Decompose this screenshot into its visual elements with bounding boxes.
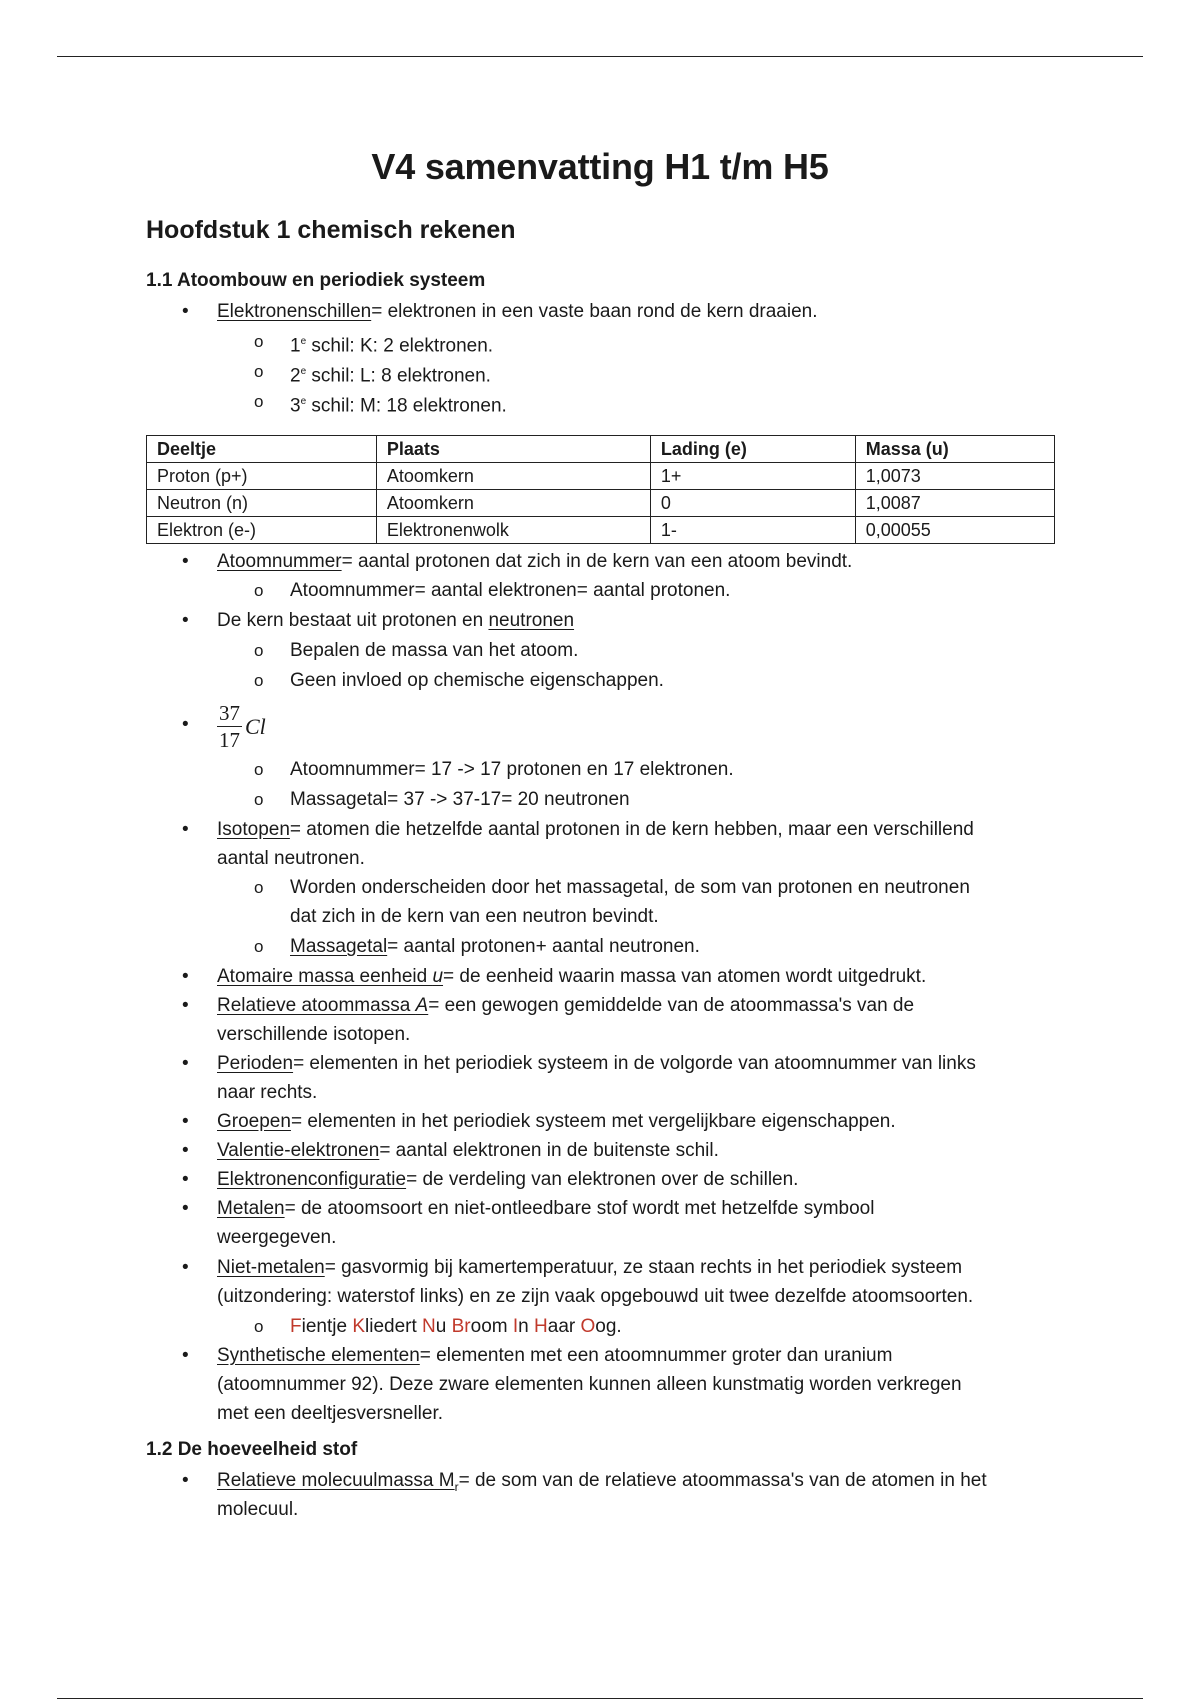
bullet: • bbox=[182, 714, 189, 735]
bullet: • bbox=[182, 551, 189, 572]
table-header-cell: Plaats bbox=[376, 436, 650, 463]
bullet: • bbox=[182, 1470, 189, 1491]
sub-item: Geen invloed op chemische eigenschappen. bbox=[290, 670, 664, 691]
table-cell: 0,00055 bbox=[855, 517, 1054, 544]
sub-bullet: o bbox=[254, 392, 264, 411]
table-cell: 1+ bbox=[650, 463, 855, 490]
term: Atoomnummer bbox=[217, 551, 342, 572]
definition-atomic-number: Atoomnummer= aantal protonen dat zich in de kern van een atoom bevindt. bbox=[217, 551, 853, 572]
bullet: • bbox=[182, 1053, 189, 1074]
definition-valence-electrons: Valentie-elektronen= aantal elektronen in de buitenste schil. bbox=[217, 1140, 719, 1161]
section-heading-1-2: 1.2 De hoeveelheid stof bbox=[146, 1439, 358, 1460]
sub-item: Worden onderscheiden door het massagetal, de som van protonen en neutronen bbox=[290, 877, 970, 898]
term: Synthetische elementen bbox=[217, 1345, 420, 1366]
sub-bullet: o bbox=[254, 1317, 264, 1336]
table-row bbox=[147, 490, 1055, 517]
sub-bullet: o bbox=[254, 760, 264, 779]
bullet: • bbox=[182, 1257, 189, 1278]
sub-item: Atoomnummer= 17 -> 17 protonen en 17 elektronen. bbox=[290, 759, 734, 780]
sub-bullet: o bbox=[254, 362, 264, 381]
definition-continuation: naar rechts. bbox=[217, 1082, 318, 1103]
definition-relative-atomic-mass: Relatieve atoommassa A= een gewogen gemiddelde van de atoommassa's van de bbox=[217, 995, 915, 1016]
shell-line: 3e schil: M: 18 elektronen. bbox=[290, 395, 507, 417]
nucleus-line: De kern bestaat uit protonen en neutronen bbox=[217, 610, 575, 631]
term: Isotopen bbox=[217, 819, 290, 840]
chapter-heading: Hoofdstuk 1 chemisch rekenen bbox=[146, 216, 516, 244]
term: Niet-metalen bbox=[217, 1257, 325, 1278]
table-header-cell: Lading (e) bbox=[650, 436, 855, 463]
definition-non-metals: Niet-metalen= gasvormig bij kamertemperatuur, ze staan rechts in het periodiek systeem bbox=[217, 1257, 963, 1278]
definition-continuation: weergegeven. bbox=[217, 1227, 337, 1248]
table-cell: Atoomkern bbox=[376, 463, 650, 490]
bullet: • bbox=[182, 610, 189, 631]
sub-item: Bepalen de massa van het atoom. bbox=[290, 640, 579, 661]
sub-item: Massagetal= 37 -> 37-17= 20 neutronen bbox=[290, 789, 630, 810]
term: Relatieve atoommassa A bbox=[217, 995, 429, 1016]
document-title: V4 samenvatting H1 t/m H5 bbox=[371, 146, 829, 187]
bullet: • bbox=[182, 1169, 189, 1190]
element-symbol: Cl bbox=[245, 713, 266, 739]
sub-bullet: o bbox=[254, 671, 264, 690]
bullet: • bbox=[182, 995, 189, 1016]
term: Perioden bbox=[217, 1053, 294, 1074]
table-header-cell: Massa (u) bbox=[855, 436, 1054, 463]
term: Metalen bbox=[217, 1198, 285, 1219]
definition-metals: Metalen= de atoomsoort en niet-ontleedbare stof wordt met hetzelfde symbool bbox=[217, 1198, 875, 1219]
table-cell: 1,0087 bbox=[855, 490, 1054, 517]
term: Elektronenconfiguratie bbox=[217, 1169, 407, 1190]
bullet: • bbox=[182, 966, 189, 987]
header-rule bbox=[57, 56, 1143, 57]
definition-isotopes: Isotopen= atomen die hetzelfde aantal protonen in de kern hebben, maar een verschillend bbox=[217, 819, 974, 840]
table-cell: Proton (p+) bbox=[147, 463, 377, 490]
definition-continuation: verschillende isotopen. bbox=[217, 1024, 411, 1045]
term: Valentie-elektronen bbox=[217, 1140, 380, 1161]
table-row bbox=[147, 463, 1055, 490]
term: Massagetal bbox=[290, 936, 388, 957]
term: Atomaire massa eenheid u bbox=[217, 966, 444, 987]
isotope-notation bbox=[217, 700, 266, 753]
sub-bullet: o bbox=[254, 332, 264, 351]
table-cell: Elektron (e-) bbox=[147, 517, 377, 544]
definition-continuation: molecuul. bbox=[217, 1499, 299, 1520]
sub-bullet: o bbox=[254, 581, 264, 600]
sub-item-continuation: dat zich in de kern van een neutron bevindt. bbox=[290, 906, 659, 927]
definition-continuation: (atoomnummer 92). Deze zware elementen kunnen alleen kunstmatig worden verkregen bbox=[217, 1374, 962, 1395]
definition-mass-number: Massagetal= aantal protonen+ aantal neutronen. bbox=[290, 936, 700, 957]
term: neutronen bbox=[488, 610, 575, 631]
table-cell: 0 bbox=[650, 490, 855, 517]
term: Relatieve molecuulmassa $M_r$ bbox=[217, 1470, 459, 1494]
bullet: • bbox=[182, 1198, 189, 1219]
definition-synthetic-elements: Synthetische elementen= elementen met een atoomnummer groter dan uranium bbox=[217, 1345, 893, 1366]
mnemonic: Fientje Kliedert Nu Broom In Haar Oog. bbox=[290, 1316, 622, 1337]
table-header-row bbox=[147, 436, 1055, 463]
sub-bullet: o bbox=[254, 937, 264, 956]
footer-rule bbox=[57, 1698, 1143, 1699]
section-heading-1-1: 1.1 Atoombouw en periodiek systeem bbox=[146, 270, 486, 291]
particle-table bbox=[146, 435, 1055, 544]
sub-bullet: o bbox=[254, 641, 264, 660]
definition-electron-shells bbox=[217, 298, 818, 326]
definition-electron-configuration: Elektronenconfiguratie= de verdeling van elektronen over de schillen. bbox=[217, 1169, 799, 1190]
term: Elektronenschillen bbox=[217, 301, 372, 322]
definition-continuation: (uitzondering: waterstof links) en ze zijn vaak opgebouwd uit twee dezelfde atoomsoorten. bbox=[217, 1286, 974, 1307]
sub-bullet: o bbox=[254, 790, 264, 809]
table-cell: Elektronenwolk bbox=[376, 517, 650, 544]
bullet: • bbox=[182, 819, 189, 840]
definition-groups: Groepen= elementen in het periodiek systeem met vergelijkbare eigenschappen. bbox=[217, 1111, 896, 1132]
table-row bbox=[147, 517, 1055, 544]
definition-continuation: aantal neutronen. bbox=[217, 848, 365, 869]
shell-line: 2e schil: L: 8 elektronen. bbox=[290, 365, 491, 387]
definition-periods: Perioden= elementen in het periodiek systeem in de volgorde van atoomnummer van links bbox=[217, 1053, 976, 1074]
table-cell: 1- bbox=[650, 517, 855, 544]
table-cell: Neutron (n) bbox=[147, 490, 377, 517]
sub-bullet: o bbox=[254, 878, 264, 897]
bullet: • bbox=[182, 1111, 189, 1132]
definition-relative-molecular-mass: Relatieve molecuulmassa $M_r=$ de som van de relatieve atoommassa's van de atomen in het bbox=[217, 1470, 987, 1494]
mass-number: 37 bbox=[219, 701, 240, 725]
bullet: • bbox=[182, 301, 189, 322]
definition-atomic-mass-unit: Atomaire massa eenheid u= de eenheid waarin massa van atomen wordt uitgedrukt. bbox=[217, 966, 927, 987]
atomic-number: 17 bbox=[219, 728, 240, 752]
term: Groepen bbox=[217, 1111, 291, 1132]
sub-item: Atoomnummer= aantal elektronen= aantal protonen. bbox=[290, 580, 731, 601]
bullet: • bbox=[182, 1140, 189, 1161]
table-header-cell: Deeltje bbox=[147, 436, 377, 463]
shell-line: 1e schil: K: 2 elektronen. bbox=[290, 335, 494, 357]
bullet: • bbox=[182, 1345, 189, 1366]
definition-text: = elektronen in een vaste baan rond de kern draaien. bbox=[371, 301, 818, 322]
table-cell: 1,0073 bbox=[855, 463, 1054, 490]
definition-continuation: met een deeltjesversneller. bbox=[217, 1403, 444, 1424]
table-cell: Atoomkern bbox=[376, 490, 650, 517]
